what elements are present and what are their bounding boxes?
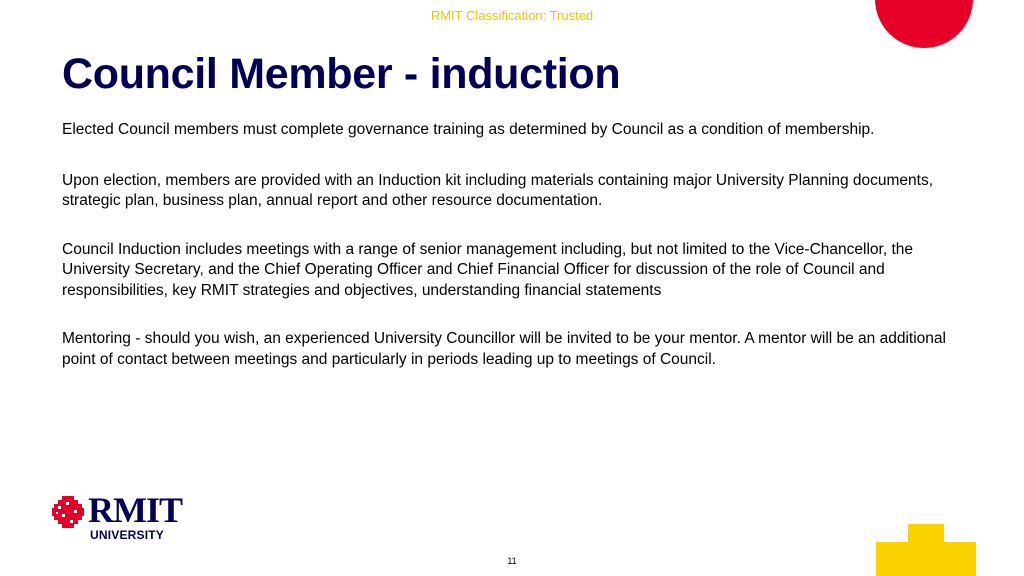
paragraph-council-induction: Council Induction includes meetings with a range of senior management including, but not limited to the Vice-Chancellor, the University Secretary, and the Chief Operating Officer and Chief Financial Officer for discussion of the role of Council and responsibilities, key RMIT strategies and objectives, understanding financial statements (62, 240, 913, 299)
paragraph-mentoring: Mentoring - should you wish, an experienced University Councillor will be invited to be your mentor. A mentor will be an additional point of contact between meetings and particularly in periods leading up to meetings of Council. (62, 330, 946, 368)
rmit-logo (52, 490, 192, 544)
red-circle-decoration (875, 0, 973, 48)
paragraph-governance-training: Elected Council members must complete governance training as determined by Council as a condition of membership. (62, 121, 875, 138)
page-number: 11 (507, 556, 517, 566)
yellow-steps-decoration (876, 524, 976, 576)
page-title: Council Member - induction (62, 50, 621, 98)
logo-subtitle: UNIVERSITY (90, 528, 165, 542)
classification-label: RMIT Classification: Trusted (430, 8, 594, 23)
body-text (62, 120, 962, 398)
rmit-pixel-logo-icon (52, 496, 84, 528)
paragraph-induction-kit: Upon election, members are provided with an Induction kit including materials containing major University Planning documents, strategic plan, business plan, annual report and other resource documentation. (62, 171, 934, 209)
logo-wordmark: RMIT (88, 490, 182, 530)
